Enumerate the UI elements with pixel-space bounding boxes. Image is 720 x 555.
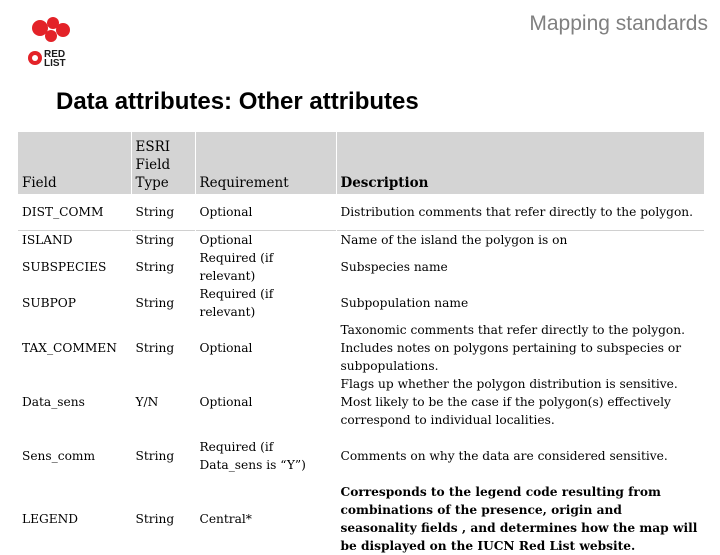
cell-field: LEGEND <box>22 511 79 526</box>
cell-description: Name of the island the polygon is on <box>336 230 704 249</box>
cell-field: TAX_COMMEN <box>22 340 117 355</box>
cell-description: Taxonomic comments that refer directly to the polygon. Includes notes on polygons pertaining to subspecies or subpopulations. <box>336 321 704 375</box>
cell-description: Flags up whether the polygon distribution is sensitive. Most likely to be the case if the polygon(s) effectively correspond to individual localities. <box>336 375 704 429</box>
column-header-type: ESRI Field Type <box>131 132 195 194</box>
cell-type: String <box>131 483 195 555</box>
cell-requirement: Optional <box>195 375 336 429</box>
cell-requirement: Optional <box>195 194 336 230</box>
table-row <box>18 194 704 230</box>
cell-field: Sens_comm <box>22 448 96 463</box>
cell-type: String <box>131 249 195 285</box>
cell-field: SUBSPECIES <box>22 259 107 274</box>
table-row <box>18 249 704 285</box>
cell-requirement: Optional <box>195 321 336 375</box>
cell-field: DIST_COMM <box>22 204 104 219</box>
slide-header: Mapping standards <box>529 12 708 35</box>
cell-type: String <box>131 321 195 375</box>
cell-description: Comments on why the data are considered sensitive. <box>336 429 704 483</box>
cell-type: String <box>131 194 195 230</box>
column-header-description: Description <box>336 132 704 194</box>
logo-text-red: RED <box>44 49 66 60</box>
cell-field: ISLAND <box>18 230 131 249</box>
cell-requirement: Required (if Data_sens is “Y”) <box>195 429 336 483</box>
table-row <box>18 321 704 375</box>
cell-description: Corresponds to the legend code resulting from combinations of the presence, origin and seasonality fields , and determines how the map will be displayed on the IUCN Red List website. <box>336 483 704 555</box>
cell-type: String <box>131 429 195 483</box>
table-row <box>18 375 704 429</box>
logo-text-list: LIST <box>44 58 66 69</box>
slide-title: Data attributes: Other attributes <box>56 88 419 115</box>
cell-type: String <box>131 230 195 249</box>
cell-requirement: Required (if relevant) <box>195 249 336 285</box>
column-header-requirement: Requirement <box>195 132 336 194</box>
table-header-row <box>18 132 704 194</box>
table-row <box>18 285 704 321</box>
table-row <box>18 230 704 249</box>
cell-field: SUBPOP <box>22 295 76 310</box>
column-header-field: Field <box>18 132 131 194</box>
cell-description: Subpopulation name <box>336 285 704 321</box>
cell-description: Distribution comments that refer directly to the polygon. <box>336 194 704 230</box>
iucn-red-list-logo <box>22 14 82 74</box>
cell-description: Subspecies name <box>336 249 704 285</box>
attributes-table <box>18 132 704 555</box>
cell-requirement: Central* <box>195 483 336 555</box>
cell-type: String <box>131 285 195 321</box>
table-row <box>18 483 704 555</box>
cell-field: Data_sens <box>22 394 85 409</box>
cell-requirement: Optional <box>195 230 336 249</box>
cell-requirement: Required (if relevant) <box>195 285 336 321</box>
cell-type: Y/N <box>131 375 195 429</box>
table-row <box>18 429 704 483</box>
